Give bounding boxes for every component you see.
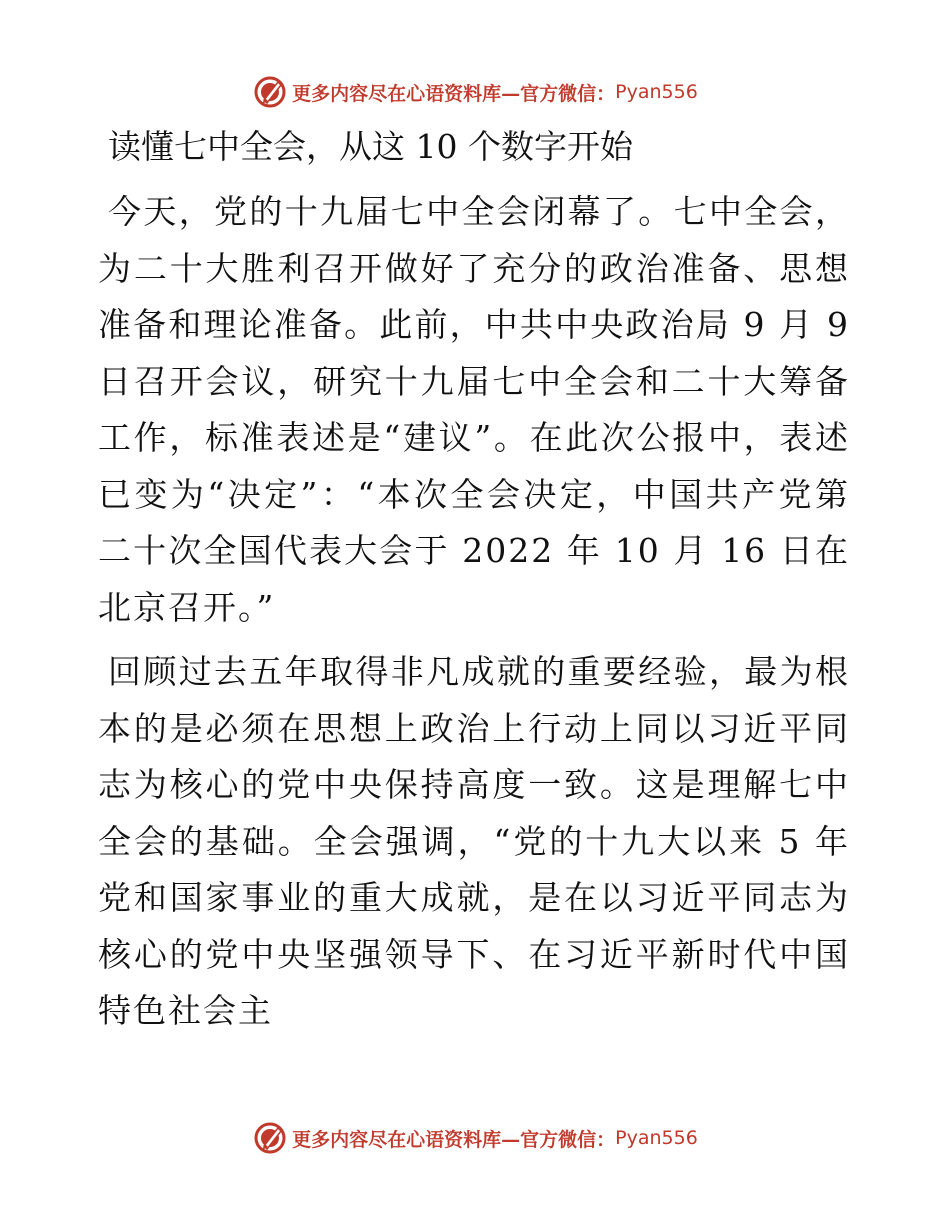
header-watermark bbox=[0, 72, 950, 112]
pen-seal-icon bbox=[252, 74, 288, 110]
watermark-text: 更多内容尽在心语资料库—官方微信： bbox=[292, 82, 616, 105]
paragraph-2: 回顾过去五年取得非凡成就的重要经验，最为根本的是必须在思想上政治上行动上同以习近平同志为核心的党中央保持高度一致。这是理解七中全会的基础。全会强调，“党的十九大以来 5 年党和国家事业的重大成就，是在以习近平同志为核心的党中央坚强领导下、在习近平新时代中国特色社会主 bbox=[98, 652, 850, 1030]
paragraph-1: 今天，党的十九届七中全会闭幕了。七中全会，为二十大胜利召开做好了充分的政治准备、思想准备和理论准备。此前，中共中央政治局 9 月 9 日召开会议，研究十九届七中全会和二十大筹备工作，标准表述是“建议”。在此次公报中，表述已变为“决定”：“本次全会决定，中国共产党第二十次全国代表大会于 2022 年 10 月 16 日在北京召开。” bbox=[98, 192, 850, 627]
footer-watermark bbox=[0, 1118, 950, 1158]
pen-seal-icon bbox=[252, 1120, 288, 1156]
watermark-contact: Pyan556 bbox=[615, 81, 698, 103]
watermark-contact: Pyan556 bbox=[615, 1127, 698, 1149]
document-title: 读懂七中全会，从这 10 个数字开始 bbox=[108, 127, 633, 166]
document-body bbox=[98, 122, 850, 1048]
watermark-text: 更多内容尽在心语资料库—官方微信： bbox=[292, 1128, 616, 1151]
